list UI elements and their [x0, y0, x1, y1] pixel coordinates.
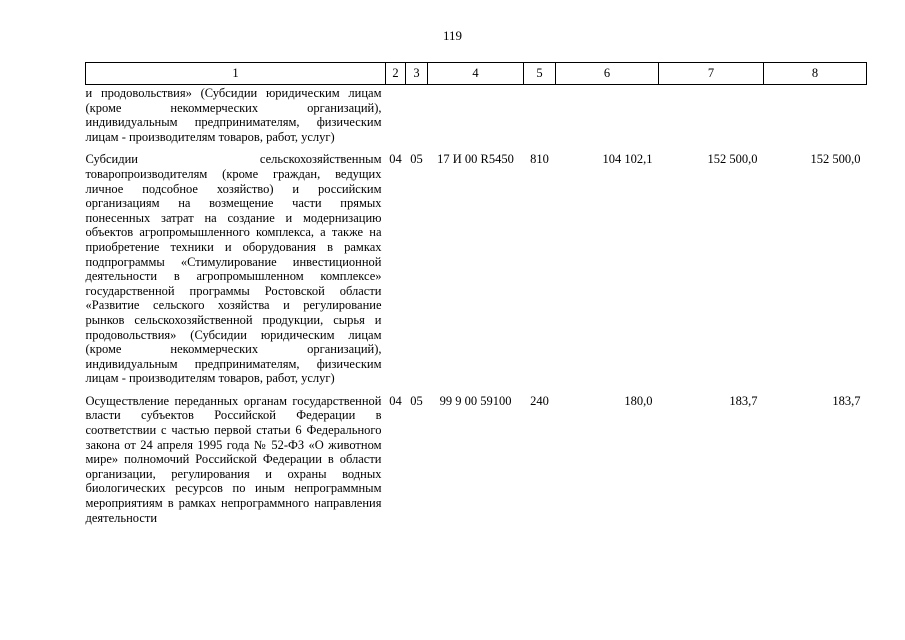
row-amount-year-2: 152 500,0 — [707, 152, 758, 167]
row-section-code — [386, 85, 406, 145]
column-header-8: 8 — [764, 63, 867, 85]
budget-table — [85, 62, 867, 525]
column-header-7: 7 — [659, 63, 764, 85]
row-amount-year-2 — [659, 85, 764, 145]
row-description: и продовольствия» (Субсидии юридическим лицам (кроме некоммерческих организаций), индивидуальным предпринимателям, физическим лицам - производителям товаров, работ, услуг) — [85, 86, 382, 144]
row-amount-year-3: 183,7 — [832, 393, 861, 408]
page-number: 119 — [442, 28, 463, 43]
table-row — [86, 386, 867, 525]
row-section-code: 04 — [389, 152, 402, 167]
table-row — [86, 144, 867, 386]
row-amount-year-2: 183,7 — [729, 393, 758, 408]
row-target-article: 17 И 00 R5450 — [437, 152, 514, 167]
table-body — [86, 85, 867, 526]
table-row — [86, 85, 867, 145]
row-target-article: 99 9 00 59100 — [439, 393, 512, 408]
row-subsection-code: 05 — [410, 152, 423, 167]
row-target-article — [428, 85, 524, 145]
column-header-3: 3 — [406, 63, 428, 85]
column-header-5: 5 — [524, 63, 556, 85]
column-header-6: 6 — [556, 63, 659, 85]
column-header-2: 2 — [386, 63, 406, 85]
row-expense-type — [524, 85, 556, 145]
row-expense-type: 810 — [530, 152, 549, 167]
row-amount-year-1: 104 102,1 — [602, 152, 653, 167]
row-subsection-code: 05 — [410, 393, 423, 408]
column-header-4: 4 — [428, 63, 524, 85]
row-description: Осуществление переданных органам государственной власти субъектов Российской Федерации в соответствии с частью первой статьи 6 Федерального закона от 24 апреля 1995 года № 52-ФЗ «О животном мире» полномочий Российской Федерации в области организации, регулирования и охраны водных биологических ресурсов по иным непрограммным мероприятиям в рамках непрограммного направления деятельности — [85, 393, 382, 525]
row-amount-year-1 — [556, 85, 659, 145]
table-header — [86, 63, 867, 85]
row-amount-year-3: 152 500,0 — [810, 152, 861, 167]
header-row — [86, 63, 867, 85]
column-header-1: 1 — [86, 63, 386, 85]
row-amount-year-3 — [764, 85, 867, 145]
row-subsection-code — [406, 85, 428, 145]
row-expense-type: 240 — [530, 393, 549, 408]
row-amount-year-1: 180,0 — [624, 393, 653, 408]
row-description: Субсидии сельскохозяйственным товаропроизводителям (кроме граждан, ведущих личное подсобное хозяйство) и российским организациям на возмещение части прямых понесенных затрат на создание и модернизацию объектов агропромышленного комплекса, а также на приобретение техники и оборудования в рамках подпрограммы «Стимулирование инвестиционной деятельности в агропромышленном комплексе» государственной программы Ростовской области «Развитие сельского хозяйства и регулирование рынков сельскохозяйственной продукции, сырья и продовольствия» (Субсидии юридическим лицам (кроме некоммерческих организаций), индивидуальным предпринимателям, физическим лицам - производителям товаров, работ, услуг) — [85, 152, 382, 386]
row-section-code: 04 — [389, 393, 402, 408]
